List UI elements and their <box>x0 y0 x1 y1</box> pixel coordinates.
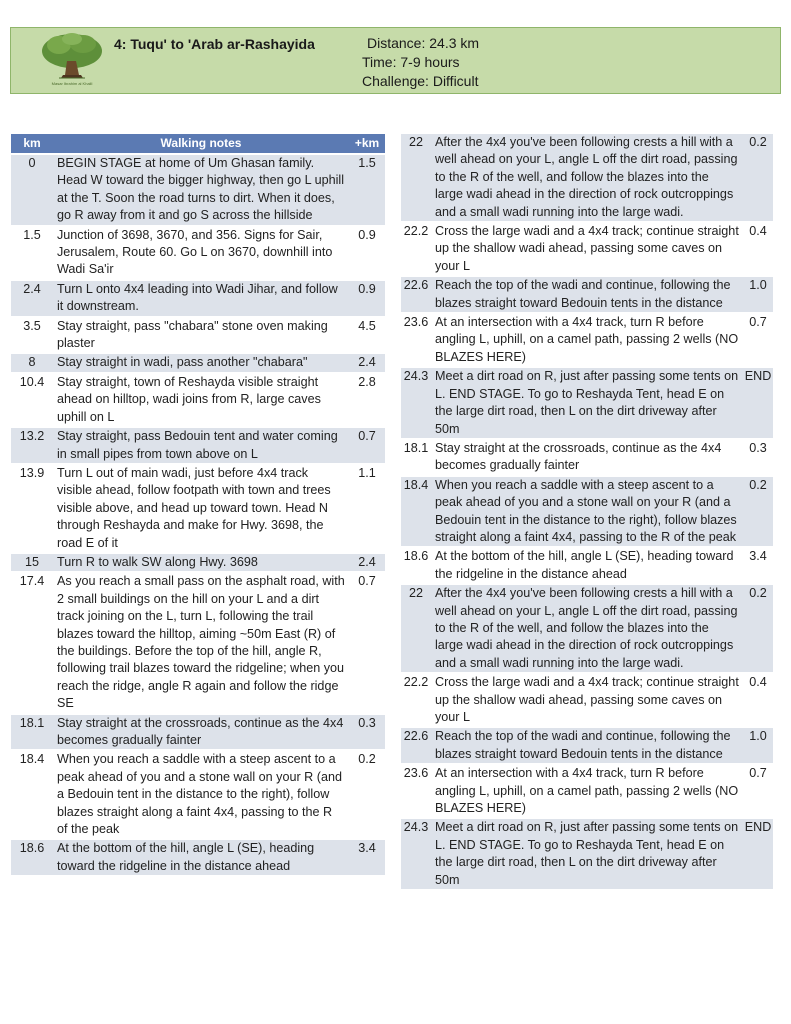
row-note: When you reach a saddle with a steep ascent to a peak ahead of you and a stone wall on your R (and a Bedouin tent in the distance to the right), follow blazes straight along a faint 4x4, passing to the R of the peak <box>431 477 743 547</box>
row-km: 3.5 <box>11 318 53 353</box>
row-km: 24.3 <box>401 819 431 889</box>
table-row <box>401 819 773 889</box>
table-row <box>401 440 773 475</box>
row-km: 18.1 <box>401 440 431 475</box>
table-row <box>401 223 773 275</box>
row-km: 23.6 <box>401 765 431 817</box>
row-note: BEGIN STAGE at home of Um Ghasan family. Head W toward the bigger highway, then go L uphill at the T. Soon the road turns to dirt. When it does, go R away from it and go S across the hillside <box>53 155 349 225</box>
logo-caption: Masar Ibrahim al Khalil <box>51 81 93 86</box>
table-row <box>401 368 773 438</box>
table-row <box>11 840 385 875</box>
row-delta: END <box>743 819 773 889</box>
row-km: 22.6 <box>401 728 431 763</box>
stage-info <box>362 34 479 91</box>
row-delta: 1.5 <box>349 155 385 225</box>
row-km: 10.4 <box>11 374 53 426</box>
table-row <box>401 548 773 583</box>
row-delta: 0.3 <box>349 715 385 750</box>
table-row <box>11 751 385 838</box>
table-row <box>11 554 385 571</box>
time-text: Time: 7-9 hours <box>362 54 460 70</box>
table-row <box>11 318 385 353</box>
row-delta: 1.0 <box>743 277 773 312</box>
row-delta: 3.4 <box>349 840 385 875</box>
row-note: Stay straight at the crossroads, continue as the 4x4 becomes gradually fainter <box>53 715 349 750</box>
col-header-km: km <box>11 134 53 153</box>
row-note: Meet a dirt road on R, just after passing some tents on L. END STAGE. To go to Reshayda Tent, head E on the large dirt road, then L on the dirt driveway after 50m <box>431 368 743 438</box>
row-delta: END <box>743 368 773 438</box>
row-km: 2.4 <box>11 281 53 316</box>
stage-header <box>10 27 781 94</box>
row-note: Cross the large wadi and a 4x4 track; continue straight up the shallow wadi ahead, passing some caves on your L <box>431 674 743 726</box>
row-km: 18.4 <box>11 751 53 838</box>
row-km: 24.3 <box>401 368 431 438</box>
tree-logo <box>37 31 107 91</box>
table-row <box>401 134 773 221</box>
row-note: When you reach a saddle with a steep ascent to a peak ahead of you and a stone wall on your R (and a Bedouin tent in the distance to the right), follow blazes straight along a faint 4x4, passing to the R of the peak <box>53 751 349 838</box>
row-km: 23.6 <box>401 314 431 366</box>
distance-text: Distance: 24.3 km <box>367 35 480 51</box>
row-note: Stay straight at the crossroads, continue as the 4x4 becomes gradually fainter <box>431 440 743 475</box>
row-delta: 0.2 <box>349 751 385 838</box>
row-delta: 0.9 <box>349 227 385 279</box>
row-note: Junction of 3698, 3670, and 356. Signs for Sair, Jerusalem, Route 60. Go L on 3670, downhill into Wadi Sa'ir <box>53 227 349 279</box>
row-km: 18.6 <box>11 840 53 875</box>
row-delta: 2.4 <box>349 354 385 371</box>
row-delta: 3.4 <box>743 548 773 583</box>
row-note: Turn R to walk SW along Hwy. 3698 <box>53 554 349 571</box>
table-row <box>401 314 773 366</box>
row-note: At the bottom of the hill, angle L (SE), heading toward the ridgeline in the distance ahead <box>431 548 743 583</box>
row-note: Reach the top of the wadi and continue, following the blazes straight toward Bedouin tents in the distance <box>431 728 743 763</box>
row-delta: 0.3 <box>743 440 773 475</box>
table-row <box>11 715 385 750</box>
row-km: 18.6 <box>401 548 431 583</box>
right-rows <box>401 134 773 889</box>
row-delta: 2.8 <box>349 374 385 426</box>
tree-icon <box>37 31 107 83</box>
table-row <box>401 477 773 547</box>
walking-notes-table-left <box>11 132 385 877</box>
table-row <box>11 281 385 316</box>
row-note: Cross the large wadi and a 4x4 track; continue straight up the shallow wadi ahead, passing some caves on your L <box>431 223 743 275</box>
table-row <box>401 765 773 817</box>
table-row <box>11 465 385 552</box>
left-rows <box>11 155 385 875</box>
row-km: 22 <box>401 134 431 221</box>
table-row <box>11 428 385 463</box>
challenge-text: Challenge: Difficult <box>362 73 479 89</box>
row-note: Reach the top of the wadi and continue, following the blazes straight toward Bedouin tents in the distance <box>431 277 743 312</box>
row-delta: 0.7 <box>349 428 385 463</box>
table-row <box>401 674 773 726</box>
row-delta: 1.1 <box>349 465 385 552</box>
table-row <box>401 728 773 763</box>
row-km: 22.2 <box>401 223 431 275</box>
table-row <box>11 155 385 225</box>
row-delta: 2.4 <box>349 554 385 571</box>
row-km: 22.2 <box>401 674 431 726</box>
row-delta: 0.2 <box>743 134 773 221</box>
row-delta: 0.9 <box>349 281 385 316</box>
row-km: 22.6 <box>401 277 431 312</box>
row-note: After the 4x4 you've been following crests a hill with a well ahead on your L, angle L off the dirt road, passing to the R of the well, and follow the blazes into the large wadi ahead in the direction of rock outcroppings and a small wadi running into the large wadi. <box>431 134 743 221</box>
table-row <box>11 374 385 426</box>
row-delta: 0.7 <box>743 314 773 366</box>
row-delta: 0.4 <box>743 674 773 726</box>
row-note: Turn L out of main wadi, just before 4x4 track visible ahead, follow footpath with town and trees visible above, and head up toward town. Head N through Reshayda and make for Hwy. 3698, the road E of it <box>53 465 349 552</box>
row-delta: 4.5 <box>349 318 385 353</box>
row-km: 22 <box>401 585 431 672</box>
row-km: 0 <box>11 155 53 225</box>
table-row <box>11 227 385 279</box>
table-row <box>11 354 385 371</box>
col-header-notes: Walking notes <box>53 134 349 153</box>
walking-notes-table-right <box>401 132 773 891</box>
row-km: 18.1 <box>11 715 53 750</box>
row-delta: 0.4 <box>743 223 773 275</box>
row-note: At the bottom of the hill, angle L (SE), heading toward the ridgeline in the distance ahead <box>53 840 349 875</box>
row-delta: 0.2 <box>743 585 773 672</box>
stage-title: 4: Tuqu' to 'Arab ar-Rashayida <box>114 36 315 52</box>
table-row <box>11 573 385 712</box>
row-note: Meet a dirt road on R, just after passing some tents on L. END STAGE. To go to Reshayda Tent, head E on the large dirt road, then L on the dirt driveway after 50m <box>431 819 743 889</box>
row-delta: 1.0 <box>743 728 773 763</box>
row-note: After the 4x4 you've been following crests a hill with a well ahead on your L, angle L off the dirt road, passing to the R of the well, and follow the blazes into the large wadi ahead in the direction of rock outcroppings and a small wadi running into the large wadi. <box>431 585 743 672</box>
row-note: Stay straight, pass Bedouin tent and water coming in small pipes from town above on L <box>53 428 349 463</box>
table-row <box>401 585 773 672</box>
table-row <box>401 277 773 312</box>
row-km: 17.4 <box>11 573 53 712</box>
row-note: Stay straight, town of Reshayda visible straight ahead on hilltop, wadi joins from R, large caves uphill on L <box>53 374 349 426</box>
row-note: Stay straight, pass "chabara" stone oven making plaster <box>53 318 349 353</box>
row-note: At an intersection with a 4x4 track, turn R before angling L, uphill, on a camel path, passing 2 wells (NO BLAZES HERE) <box>431 765 743 817</box>
row-delta: 0.2 <box>743 477 773 547</box>
row-note: Turn L onto 4x4 leading into Wadi Jihar, and follow it downstream. <box>53 281 349 316</box>
col-header-delta: +km <box>349 134 385 153</box>
row-note: Stay straight in wadi, pass another "chabara" <box>53 354 349 371</box>
row-km: 18.4 <box>401 477 431 547</box>
row-km: 1.5 <box>11 227 53 279</box>
row-note: As you reach a small pass on the asphalt road, with 2 small buildings on the hill on your L and a dirt track joining on the L, turn L, following the trail blazes toward the hilltop, aiming ~50m East (R) of the buildings. Before the top of the hill, angle R, following trail blazes toward the ridgeline; when you reach the ridge, angle R again and follow the ridge SE <box>53 573 349 712</box>
row-km: 15 <box>11 554 53 571</box>
row-km: 13.9 <box>11 465 53 552</box>
row-km: 13.2 <box>11 428 53 463</box>
row-delta: 0.7 <box>743 765 773 817</box>
row-km: 8 <box>11 354 53 371</box>
row-note: At an intersection with a 4x4 track, turn R before angling L, uphill, on a camel path, passing 2 wells (NO BLAZES HERE) <box>431 314 743 366</box>
row-delta: 0.7 <box>349 573 385 712</box>
